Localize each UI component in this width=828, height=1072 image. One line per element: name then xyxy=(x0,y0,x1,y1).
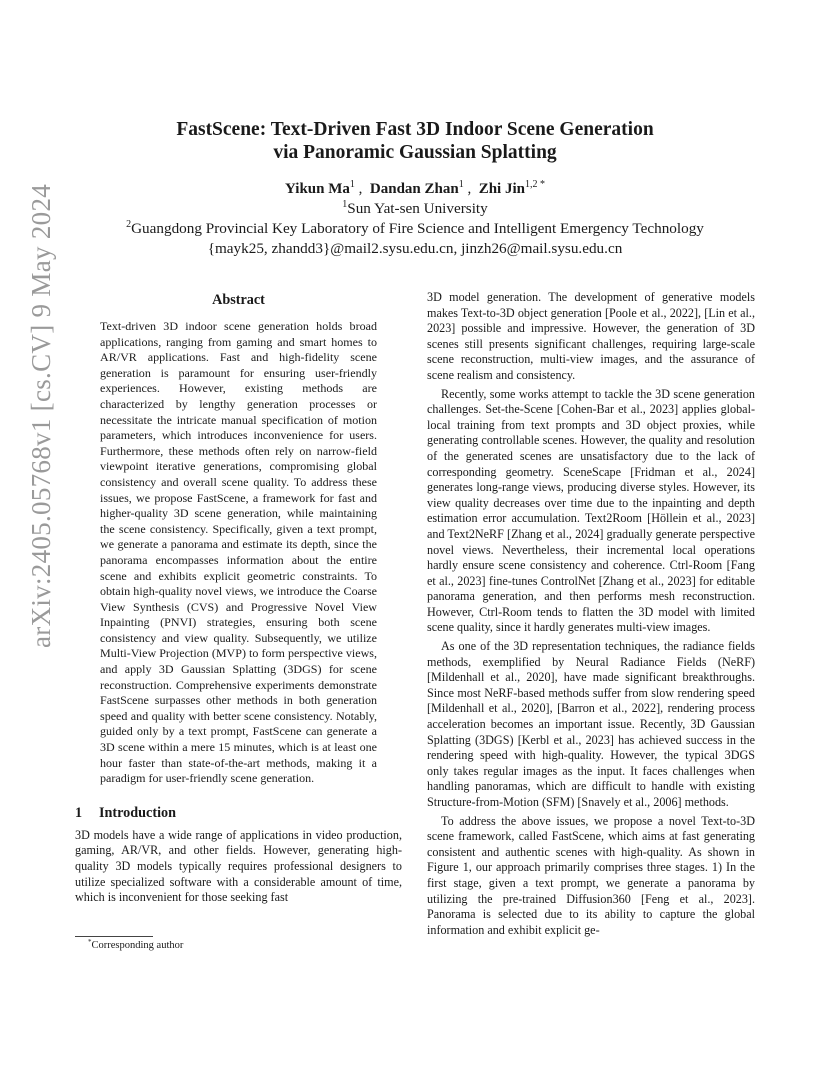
footnote-text: Corresponding author xyxy=(91,940,184,951)
section-number: 1 xyxy=(75,804,83,821)
footnote-mark: * xyxy=(88,938,92,946)
affiliation-2: $^2$Guangdong Provincial Key Laboratory of Fire Science and Intelligent Emergency Technology xyxy=(126,219,704,237)
abstract-text: Text-driven 3D indoor scene generation holds broad applications, ranging from gaming and smart homes to AR/VR applications. Fast and high-fidelity scene generation is paramount for ensuring user-friendly experiences. However, existing methods are characterized by lengthy generation processes or necessitate the intricate manual specification of motion parameters, which introduces inconvenience for users. Furthermore, these methods often rely on narrow-field viewpoint iterative generations, compromising global consistency and overall scene quality. To address these issues, we propose FastScene, a framework for fast and higher-quality 3D scene generation, while maintaining the scene consistency. Specifically, given a text prompt, we generate a panorama and estimate its depth, since the panorama encompasses information about the entire scene and exhibits explicit geometric constraints. To obtain high-quality novel views, we introduce the Coarse View Synthesis (CVS) and Progressive Novel View Inpainting (PNVI) strategies, ensuring both scene consistency and view quality. Subsequently, we utilize Multi-View Projection (MVP) to form perspective views, and apply 3D Gaussian Splatting (3DGS) for scene reconstruction. Comprehensive experiments demonstrate FastScene surpasses other methods in both generation speed and quality with better scene consistency. Notably, guided only by a text prompt, FastScene can generate a 3D scene within a mere 15 minutes, which is at least one hour faster than state-of-the-art methods, making it a paradigm for user-friendly scene generation. xyxy=(100,319,377,786)
section-heading-introduction xyxy=(75,803,402,823)
intro-paragraph: As one of the 3D representation techniques, the radiance fields methods, exemplified by Neural Radiance Fields (NeRF) [Mildenhall et al., 2020], have made significant breakthroughs. Since most NeRF-based methods suffer from slow rendering speed [Mildenhall et al., 2020], [Barron et al., 2022], rendering process acceleration becomes an important issue. Recently, 3D Gaussian Splatting (3DGS) [Kerbl et al., 2023] has achieved success in the rendering speed with high-quality. However, the typical 3DGS only takes regular images as the input. It faces challenges when handling panoramas, which are difficult to handle with existing Structure-from-Motion (SFM) [Snavely et al., 2006] methods. xyxy=(427,639,755,809)
author-name: Dandan Zhan xyxy=(369,181,459,197)
arxiv-identifier-text: arXiv:2405.05768v1 [cs.CV] 9 May 2024 xyxy=(26,183,56,648)
footnote xyxy=(88,939,183,952)
title-line-1: FastScene: Text-Driven Fast 3D Indoor Scene Generation xyxy=(176,119,654,140)
author-name: Yikun Ma xyxy=(285,181,350,197)
author-affiliation-mark: 1 xyxy=(458,179,464,190)
intro-paragraph: 3D models have a wide range of applications in video production, gaming, AR/VR, and other fields. However, generating high-quality 3D models typically requires professional designers to utilize specialized software with a considerable amount of time, which is inconvenient for those seeking fast xyxy=(75,827,402,905)
right-column xyxy=(427,290,755,938)
author-affiliation-mark: 1,2 * xyxy=(524,179,545,190)
footnote-divider xyxy=(75,936,153,937)
intro-paragraph: Recently, some works attempt to tackle the 3D scene generation challenges. Set-the-Scene [Cohen-Bar et al., 2023] applies global-local training from text prompts and 3D object proxies, while generating controllable scenes. However, the quality and resolution of the generated scenes are unsatisfactory due to the lack of corresponding geometry. SceneScape [Fridman et al., 2024] generates long-range views, producing diverse styles. However, its view quality decreases over time due to the inpainting and depth estimation error accumulation. Text2Room [Höllein et al., 2023] and Text2NeRF [Zhang et al., 2024] gradually generate perspective novel views. Nevertheless, their incremental local operations hardly ensure scene consistency and coherence. Ctrl-Room [Fang et al., 2023] fine-tunes ControlNet [Zhang et al., 2023] for editable panorama generation, and then performs mesh reconstruction. However, Ctrl-Room tends to flatten the 3D model with limited scene quality, since it hardly generates multi-view images. xyxy=(427,386,755,635)
intro-paragraph: To address the above issues, we propose a novel Text-to-3D scene framework, called FastScene, which aims at fast generating consistent and authentic scenes with high-quality. As shown in Figure 1, our approach primarily comprises three stages. 1) In the first stage, given a text prompt, we generate a panorama by utilizing the pre-trained Diffusion360 [Feng et al., 2023]. Panorama is selected due to its ability to capture the global information and exhibit explicit ge- xyxy=(427,813,755,937)
title-line-2: via Panoramic Gaussian Splatting xyxy=(273,142,557,163)
left-column xyxy=(75,290,402,906)
title-block xyxy=(60,118,770,259)
author-list: Yikun Ma$^1$ , Dandan Zhan$^1$ , Zhi Jin$^{1,2 *}$ xyxy=(285,179,545,197)
abstract-heading: Abstract xyxy=(212,292,265,308)
author-affiliation-mark: 1 xyxy=(349,179,355,190)
section-title: Introduction xyxy=(99,804,176,821)
author-name: Zhi Jin xyxy=(478,181,525,197)
author-emails: {mayk25, zhandd3}@mail2.sysu.edu.cn, jinzh26@mail.sysu.edu.cn xyxy=(207,240,623,257)
paper-title xyxy=(60,118,770,164)
intro-paragraph: 3D model generation. The development of generative models makes Text-to-3D object generation [Poole et al., 2022], [Lin et al., 2023] possible and impressive. However, the generation of 3D scenes still presents significant challenges, requiring large-scale scene reconstruction, multi-view images, and the assurance of scene realism and consistency. xyxy=(427,290,755,382)
affiliation-1: $^1$Sun Yat-sen University xyxy=(342,199,488,217)
